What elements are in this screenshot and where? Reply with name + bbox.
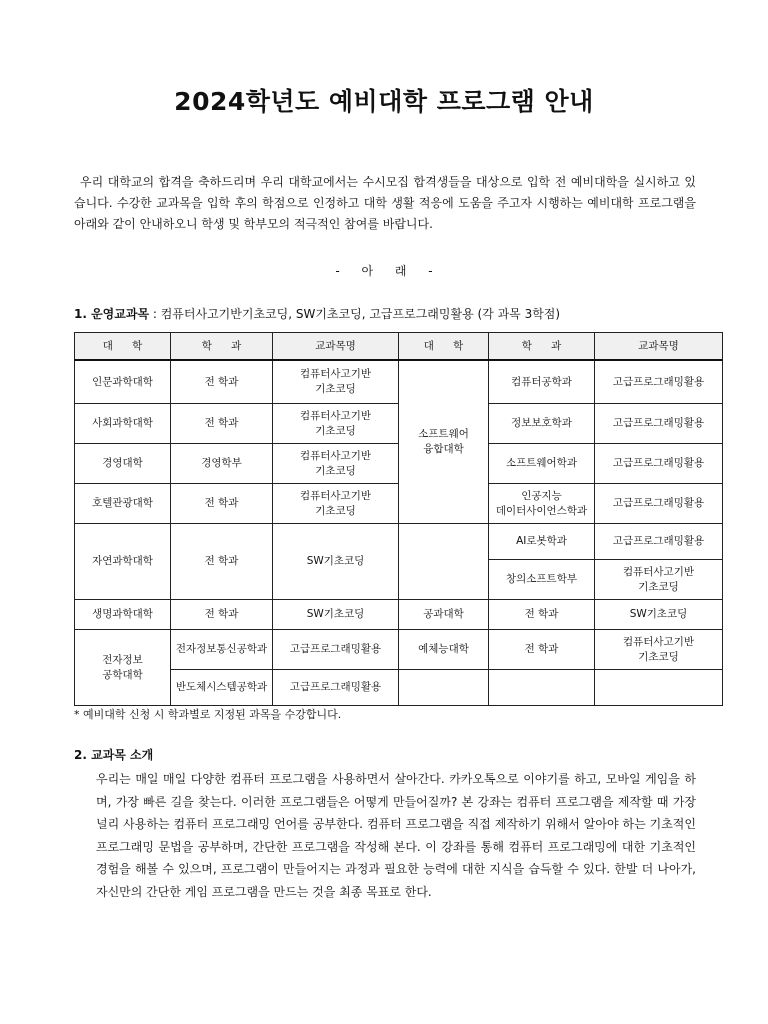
cell-course: 컴퓨터사고기반 기초코딩 <box>273 360 399 404</box>
section-1-text: : 컴퓨터사고기반기초코딩, SW기초코딩, 고급프로그래밍활용 (각 과목 3학점) <box>149 307 561 321</box>
header-college-right: 대 학 <box>399 333 489 361</box>
cell-college-blank <box>399 524 489 560</box>
cell-college-right: 공과대학 <box>399 600 489 630</box>
cell-college: 경영대학 <box>75 444 171 484</box>
cell-course-right: 고급프로그래밍활용 <box>595 360 723 404</box>
cell-course: SW기초코딩 <box>273 600 399 630</box>
page-title: 2024학년도 예비대학 프로그램 안내 <box>174 87 594 116</box>
cell-course: 고급프로그래밍활용 <box>273 670 399 706</box>
header-college: 대 학 <box>75 333 171 361</box>
cell-college-blank <box>399 560 489 600</box>
cell-course-right: 고급프로그래밍활용 <box>595 484 723 524</box>
cell-course-right: 고급프로그래밍활용 <box>595 444 723 484</box>
header-dept-right: 학 과 <box>489 333 595 361</box>
table-row <box>75 600 723 630</box>
cell-course: 컴퓨터사고기반 기초코딩 <box>273 484 399 524</box>
cell-empty <box>489 670 595 706</box>
course-table <box>74 332 723 706</box>
cell-dept: 전 학과 <box>171 524 273 600</box>
section-1-heading: 1. 운영교과목 <box>74 307 150 321</box>
cell-course-right: 고급프로그래밍활용 <box>595 524 723 560</box>
cell-college: 생명과학대학 <box>75 600 171 630</box>
header-dept: 학 과 <box>171 333 273 361</box>
cell-college: 사회과학대학 <box>75 404 171 444</box>
cell-college: 자연과학대학 <box>75 524 171 600</box>
cell-dept: 경영학부 <box>171 444 273 484</box>
table-note: * 예비대학 신청 시 학과별로 지정된 과목을 수강합니다. <box>74 708 342 721</box>
cell-college: 호텔관광대학 <box>75 484 171 524</box>
cell-dept: 전 학과 <box>171 484 273 524</box>
cell-course-right: SW기초코딩 <box>595 600 723 630</box>
cell-course: 컴퓨터사고기반 기초코딩 <box>273 444 399 484</box>
cell-course-right: 컴퓨터사고기반 기초코딩 <box>595 560 723 600</box>
cell-dept: 전자정보통신공학과 <box>171 630 273 670</box>
cell-dept-right: 창의소프트학부 <box>489 560 595 600</box>
cell-dept-right: AI로봇학과 <box>489 524 595 560</box>
table-row <box>75 670 723 706</box>
cell-course: 컴퓨터사고기반 기초코딩 <box>273 404 399 444</box>
cell-college-sw: 소프트웨어 융합대학 <box>399 360 489 524</box>
cell-dept: 반도체시스템공학과 <box>171 670 273 706</box>
cell-empty <box>595 670 723 706</box>
cell-college: 전자정보 공학대학 <box>75 630 171 706</box>
table-row <box>75 524 723 560</box>
cell-course: 고급프로그래밍활용 <box>273 630 399 670</box>
cell-dept: 전 학과 <box>171 600 273 630</box>
table-header-row <box>75 333 723 361</box>
cell-dept-right: 컴퓨터공학과 <box>489 360 595 404</box>
cell-course-right: 컴퓨터사고기반 기초코딩 <box>595 630 723 670</box>
cell-dept: 전 학과 <box>171 404 273 444</box>
cell-dept-right: 인공지능 데이터사이언스학과 <box>489 484 595 524</box>
intro-paragraph <box>74 172 696 235</box>
section-1 <box>74 305 714 322</box>
table-row <box>75 630 723 670</box>
section-2-heading: 2. 교과목 소개 <box>74 748 154 762</box>
table-row <box>75 360 723 404</box>
cell-dept-right: 전 학과 <box>489 600 595 630</box>
cell-college: 인문과학대학 <box>75 360 171 404</box>
cell-dept-right: 전 학과 <box>489 630 595 670</box>
header-course: 교과목명 <box>273 333 399 361</box>
section-2-text: 우리는 매일 매일 다양한 컴퓨터 프로그램을 사용하면서 살아간다. 카카오톡으로 이야기를 하고, 모바일 게임을 하며, 가장 빠른 길을 찾는다. 이러한 프로그램들은 어떻게 만들어질까? 본 강좌는 컴퓨터 프로그램을 제작할 때 가장 널리 사용하는 컴퓨터 프로그래밍 언어를 공부한다. 컴퓨터 프로그램을 직접 제작하기 위해서 알아야 하는 기초적인 프로그래밍 문법을 공부하며, 간단한 프로그램을 작성해 본다. 이 강좌를 통해 컴퓨터 프로그래밍에 대한 기초적인 경험을 해볼 수 있으며, 프로그램이 만들어지는 과정과 필요한 능력에 대한 지식을 습득할 수 있다. 한발 더 나아가, 자신만의 간단한 게임 프로그램을 만드는 것을 최종 목표로 한다. <box>96 772 696 899</box>
intro-text: 우리 대학교의 합격을 축하드리며 우리 대학교에서는 수시모집 합격생들을 대상으로 입학 전 예비대학을 실시하고 있습니다. 수강한 교과목을 입학 후의 학점으로 인정하고 대학 생활 적응에 도움을 주고자 시행하는 예비대학 프로그램을 아래와 같이 안내하오니 학생 및 학부모의 적극적인 참여를 바랍니다. <box>74 175 696 231</box>
cell-dept-right: 소프트웨어학과 <box>489 444 595 484</box>
cell-course: SW기초코딩 <box>273 524 399 600</box>
cell-course-right: 고급프로그래밍활용 <box>595 404 723 444</box>
cell-empty <box>399 670 489 706</box>
header-course-right: 교과목명 <box>595 333 723 361</box>
cell-college-right: 예체능대학 <box>399 630 489 670</box>
cell-dept: 전 학과 <box>171 360 273 404</box>
below-heading: - 아 래 - <box>335 264 433 278</box>
cell-dept-right: 정보보호학과 <box>489 404 595 444</box>
section-2-body <box>96 768 696 903</box>
